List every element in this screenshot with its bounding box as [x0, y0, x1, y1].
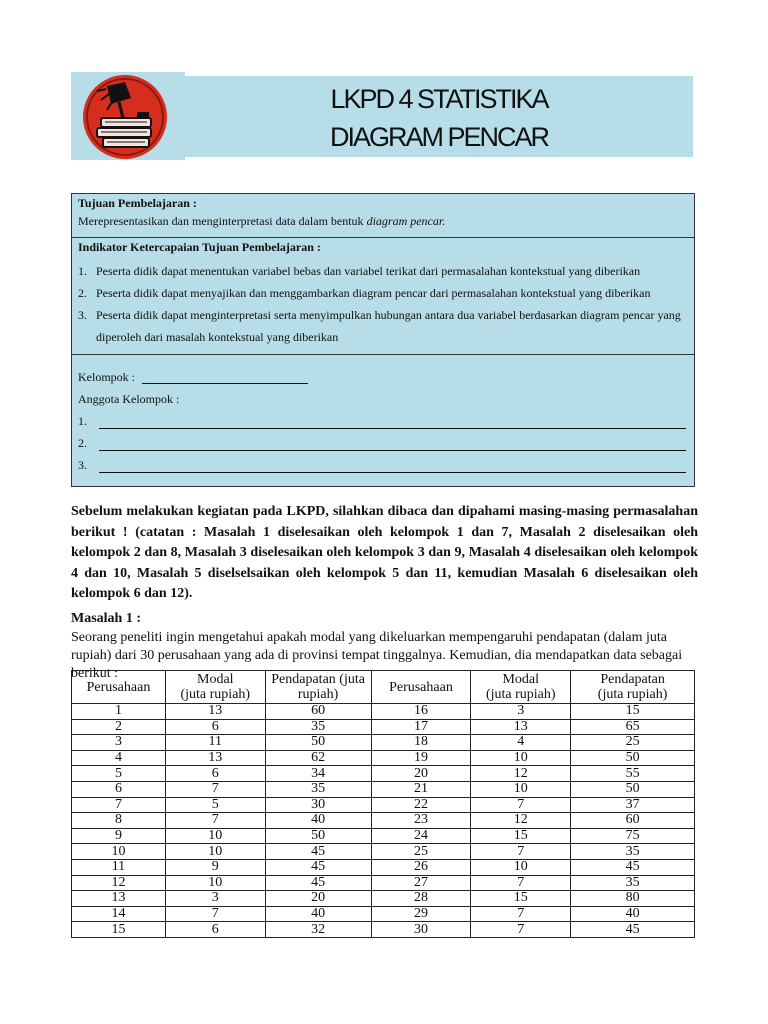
table-header-cell [371, 671, 471, 704]
table-row [72, 766, 695, 782]
table-cell: 21 [371, 781, 471, 797]
table-cell: 50 [265, 735, 371, 751]
page-title-line-1: LKPD 4 STATISTIKA [330, 84, 548, 114]
table-cell: 10 [165, 828, 265, 844]
table-row [72, 844, 695, 860]
table-cell: 50 [265, 828, 371, 844]
table-row [72, 719, 695, 735]
table-cell: 18 [371, 735, 471, 751]
table-cell: 45 [265, 844, 371, 860]
table-header-line: Pendapatan (juta [271, 672, 365, 687]
anggota-number: 3. [78, 458, 87, 472]
table-cell: 24 [371, 828, 471, 844]
table-cell: 4 [471, 735, 571, 751]
anggota-number: 1. [78, 414, 87, 428]
table-header-line: Modal [197, 672, 234, 687]
table-header-line: (juta rupiah) [485, 687, 556, 702]
table-cell: 62 [265, 750, 371, 766]
table-cell: 29 [371, 906, 471, 922]
table-cell: 20 [371, 766, 471, 782]
kelompok-label: Kelompok : [78, 370, 135, 384]
anggota-field[interactable] [99, 428, 686, 429]
list-item-text: Peserta didik dapat menentukan variabel bebas dan variabel terikat dari permasalahan kontekstual yang diberikan [96, 264, 641, 278]
table-cell: 6 [165, 719, 265, 735]
table-cell: 7 [471, 875, 571, 891]
table-cell: 27 [371, 875, 471, 891]
table-cell: 15 [471, 891, 571, 907]
table-cell: 45 [265, 875, 371, 891]
table-row [72, 875, 695, 891]
table-row [72, 906, 695, 922]
table-header-cell [471, 671, 571, 704]
table-row [72, 704, 695, 720]
anggota-number: 2. [78, 436, 87, 450]
data-table [71, 670, 695, 938]
table-cell: 14 [72, 906, 166, 922]
table-cell: 45 [571, 922, 695, 938]
tujuan-text-italic: diagram pencar. [366, 214, 446, 228]
intro-paragraph: Sebelum melakukan kegiatan pada LKPD, silahkan dibaca dan dipahami masing-masing permasalahan berikut ! (catatan : Masalah 1 diselesaikan oleh kelompok 1 dan 7, Masalah 2 diselesaikan oleh kelompok 2 dan 8, Masalah 3 diselesaikan oleh kelompok 3 dan 9, Masalah 4 diselesaikan oleh kelompok 4 dan 10, Masalah 5 diselselsaikan oleh kelompok 5 dan 11, kemudian Masalah 6 diselesaikan oleh kelompok 6 dan 12). [71, 504, 698, 601]
table-cell: 2 [72, 719, 166, 735]
table-cell: 10 [471, 859, 571, 875]
masalah-title: Masalah 1 : [71, 611, 141, 626]
indikator-list [72, 256, 694, 354]
table-row [72, 781, 695, 797]
table-cell: 19 [371, 750, 471, 766]
table-cell: 13 [471, 719, 571, 735]
table-cell: 16 [371, 704, 471, 720]
table-cell: 6 [72, 781, 166, 797]
table-cell: 7 [165, 813, 265, 829]
table-header-line: Modal [502, 672, 540, 687]
anggota-field[interactable] [99, 472, 686, 473]
table-cell: 5 [72, 766, 166, 782]
table-cell: 50 [571, 750, 695, 766]
table-row [72, 859, 695, 875]
table-cell: 12 [72, 875, 166, 891]
anggota-row [78, 436, 686, 454]
tujuan-heading: Tujuan Pembelajaran : [78, 196, 197, 210]
page-title-line-2: DIAGRAM PENCAR [329, 122, 549, 152]
table-cell: 7 [72, 797, 166, 813]
table-cell: 50 [571, 781, 695, 797]
table-cell: 40 [571, 906, 695, 922]
table-cell: 35 [571, 844, 695, 860]
table-cell: 13 [72, 891, 166, 907]
table-header-line: Perusahaan [86, 679, 151, 695]
table-header-line: Perusahaan [389, 679, 453, 695]
table-row [72, 813, 695, 829]
table-cell: 15 [471, 828, 571, 844]
table-cell: 11 [165, 735, 265, 751]
table-cell: 3 [165, 891, 265, 907]
indikator-section [72, 238, 694, 355]
table-cell: 22 [371, 797, 471, 813]
table-row [72, 828, 695, 844]
table-body [72, 704, 695, 938]
table-cell: 13 [165, 750, 265, 766]
table-cell: 37 [571, 797, 695, 813]
table-cell: 10 [165, 844, 265, 860]
table-cell: 7 [471, 844, 571, 860]
table-cell: 12 [471, 813, 571, 829]
table-cell: 5 [165, 797, 265, 813]
table-cell: 80 [571, 891, 695, 907]
table-cell: 12 [471, 766, 571, 782]
table-header-cell [265, 671, 371, 704]
tujuan-text-prefix: Merepresentasikan dan menginterpretasi data dalam bentuk [78, 214, 367, 228]
table-cell: 11 [72, 859, 166, 875]
table-cell: 15 [571, 704, 695, 720]
table-cell: 75 [571, 828, 695, 844]
table-header-line: (juta rupiah) [180, 687, 251, 702]
table-cell: 10 [471, 781, 571, 797]
table-cell: 7 [165, 906, 265, 922]
table-cell: 30 [265, 797, 371, 813]
table-cell: 3 [471, 704, 571, 720]
table-cell: 9 [165, 859, 265, 875]
table-cell: 35 [265, 781, 371, 797]
table-cell: 35 [571, 875, 695, 891]
table-cell: 10 [72, 844, 166, 860]
indikator-heading: Indikator Ketercapaian Tujuan Pembelajaran : [78, 240, 321, 254]
table-cell: 3 [72, 735, 166, 751]
table-row [72, 891, 695, 907]
table-cell: 9 [72, 828, 166, 844]
list-item [78, 304, 688, 348]
table-cell: 65 [571, 719, 695, 735]
table-header-cell [571, 671, 695, 704]
table-cell: 32 [265, 922, 371, 938]
table-header-row [72, 671, 695, 704]
table-cell: 7 [471, 797, 571, 813]
list-item [78, 260, 688, 282]
table-cell: 40 [265, 906, 371, 922]
list-item-number: 1. [78, 264, 87, 278]
table-header-line: rupiah) [297, 687, 339, 702]
table-header-cell [165, 671, 265, 704]
table-header-line: Pendapatan [600, 672, 665, 687]
table-header-line: (juta rupiah) [597, 687, 668, 702]
table-cell: 55 [571, 766, 695, 782]
table-cell: 45 [265, 859, 371, 875]
list-item-text: Peserta didik dapat menyajikan dan menggambarkan diagram pencar dari permasalahan kontekstual yang diberikan [96, 286, 651, 300]
table-row [72, 922, 695, 938]
table-cell: 10 [471, 750, 571, 766]
table-row [72, 797, 695, 813]
tujuan-text [72, 212, 694, 237]
group-section [72, 355, 694, 491]
table-cell: 7 [165, 781, 265, 797]
table-cell: 25 [571, 735, 695, 751]
table-cell: 17 [371, 719, 471, 735]
table-cell: 25 [371, 844, 471, 860]
anggota-label: Anggota Kelompok : [78, 392, 180, 406]
table-cell: 6 [165, 922, 265, 938]
table-cell: 6 [165, 766, 265, 782]
tujuan-section [72, 194, 694, 238]
table-cell: 35 [265, 719, 371, 735]
table-cell: 15 [72, 922, 166, 938]
table-cell: 7 [471, 922, 571, 938]
list-item-number: 2. [78, 286, 87, 300]
anggota-field[interactable] [99, 450, 686, 451]
table-cell: 30 [371, 922, 471, 938]
table-header-cell [72, 671, 166, 704]
table-cell: 23 [371, 813, 471, 829]
kelompok-field[interactable] [142, 383, 308, 384]
objectives-box [71, 193, 695, 487]
table-cell: 34 [265, 766, 371, 782]
books-lamp-icon [79, 72, 171, 162]
anggota-row [78, 458, 686, 476]
table-cell: 1 [72, 704, 166, 720]
table-cell: 60 [265, 704, 371, 720]
table-cell: 8 [72, 813, 166, 829]
list-item [78, 282, 688, 304]
table-cell: 45 [571, 859, 695, 875]
anggota-row [78, 414, 686, 432]
table-cell: 20 [265, 891, 371, 907]
list-item-number: 3. [78, 308, 87, 322]
table-cell: 10 [165, 875, 265, 891]
table-cell: 40 [265, 813, 371, 829]
table-row [72, 750, 695, 766]
table-cell: 28 [371, 891, 471, 907]
table-cell: 26 [371, 859, 471, 875]
masalah-text: Seorang peneliti ingin mengetahui apakah modal yang dikeluarkan mempengaruhi pendapatan (dalam juta rupiah) dari 30 perusahaan yang ada di provinsi tempat tinggalnya. Kemudian, dia mendapatkan data sebagai berikut : [71, 630, 683, 681]
table-cell: 13 [165, 704, 265, 720]
table-row [72, 735, 695, 751]
table-cell: 4 [72, 750, 166, 766]
table-cell: 60 [571, 813, 695, 829]
table-cell: 7 [471, 906, 571, 922]
list-item-text: Peserta didik dapat menginterpretasi serta menyimpulkan hubungan antara dua variabel berdasarkan diagram pencar yang diperoleh dari masalah kontekstual yang diberikan [96, 308, 681, 344]
